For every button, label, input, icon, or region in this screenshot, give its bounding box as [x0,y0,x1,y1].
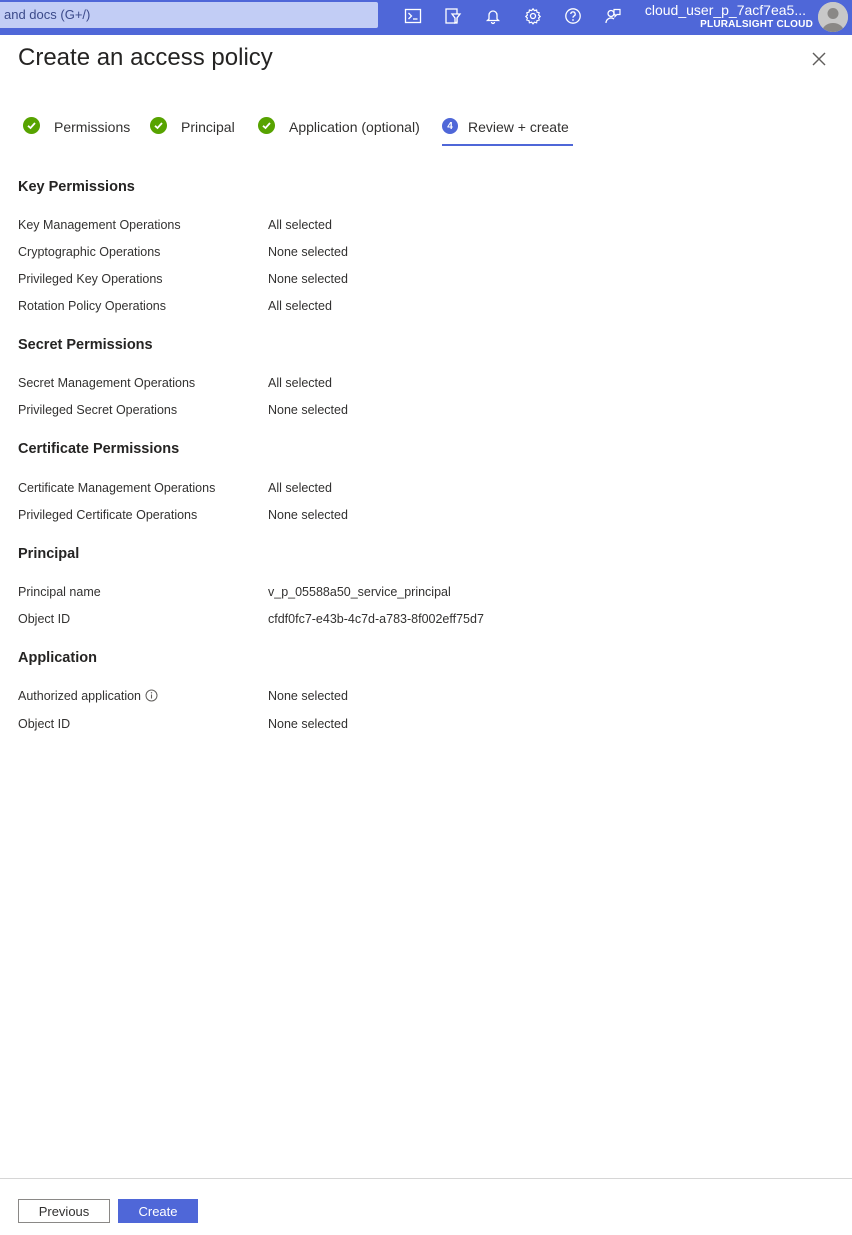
section-title-secret-permissions: Secret Permissions [18,337,153,353]
row-label: Object ID [18,612,71,626]
row-label: Rotation Policy Operations [18,299,166,313]
row-value: None selected [268,272,348,286]
section-title-certificate-permissions: Certificate Permissions [18,441,180,457]
close-icon [811,51,827,67]
cloud-shell-icon[interactable] [402,5,424,27]
row-value: None selected [268,508,348,522]
info-icon[interactable] [145,689,158,702]
avatar[interactable] [818,2,848,32]
check-circle-icon [150,117,167,134]
row-value: v_p_05588a50_service_principal [268,585,451,599]
check-circle-icon [23,117,40,134]
row-label-with-info [18,689,158,703]
row-value: All selected [268,218,332,232]
tab-application[interactable] [258,114,420,146]
top-bar [0,0,852,35]
user-name[interactable]: cloud_user_p_7acf7ea5... [644,2,806,18]
row-value: cfdf0fc7-e43b-4c7d-a783-8f002eff75d7 [268,612,484,626]
row-value: All selected [268,481,332,495]
row-value: All selected [268,299,332,313]
row-label: Privileged Certificate Operations [18,508,198,522]
search-input[interactable]: and docs (G+/) [0,2,378,28]
settings-icon[interactable] [522,5,544,27]
row-label: Object ID [18,717,71,731]
directory-filter-icon[interactable] [442,5,464,27]
row-label: Secret Management Operations [18,376,196,390]
row-label: Cryptographic Operations [18,245,161,259]
section-title-principal: Principal [18,546,80,562]
row-label: Key Management Operations [18,218,181,232]
notifications-icon[interactable] [482,5,504,27]
row-value: None selected [268,689,348,703]
tab-principal[interactable] [150,114,235,146]
close-button[interactable] [811,51,827,67]
tab-label: Review + create [468,119,569,135]
tab-label: Application (optional) [289,119,420,135]
section-title-key-permissions: Key Permissions [18,179,135,195]
user-avatar-icon [818,2,848,32]
feedback-icon[interactable] [602,5,624,27]
row-value: None selected [268,403,348,417]
footer-divider [0,1178,852,1179]
tab-label: Principal [181,119,235,135]
user-organization: PLURALSIGHT CLOUD [700,19,813,30]
section-title-application: Application [18,650,97,666]
row-label: Principal name [18,585,101,599]
create-button[interactable]: Create [118,1199,198,1223]
row-label: Privileged Secret Operations [18,403,178,417]
row-value: All selected [268,376,332,390]
page-title: Create an access policy [18,44,273,71]
tab-permissions[interactable] [23,114,130,146]
row-label: Authorized application [18,689,141,703]
step-number: 4 [442,118,458,134]
tab-review-create[interactable] [442,114,573,146]
row-value: None selected [268,717,348,731]
check-circle-icon [258,117,275,134]
help-icon[interactable] [562,5,584,27]
row-value: None selected [268,245,348,259]
tab-label: Permissions [54,119,131,135]
row-label: Certificate Management Operations [18,481,216,495]
row-label: Privileged Key Operations [18,272,163,286]
previous-button[interactable]: Previous [18,1199,110,1223]
